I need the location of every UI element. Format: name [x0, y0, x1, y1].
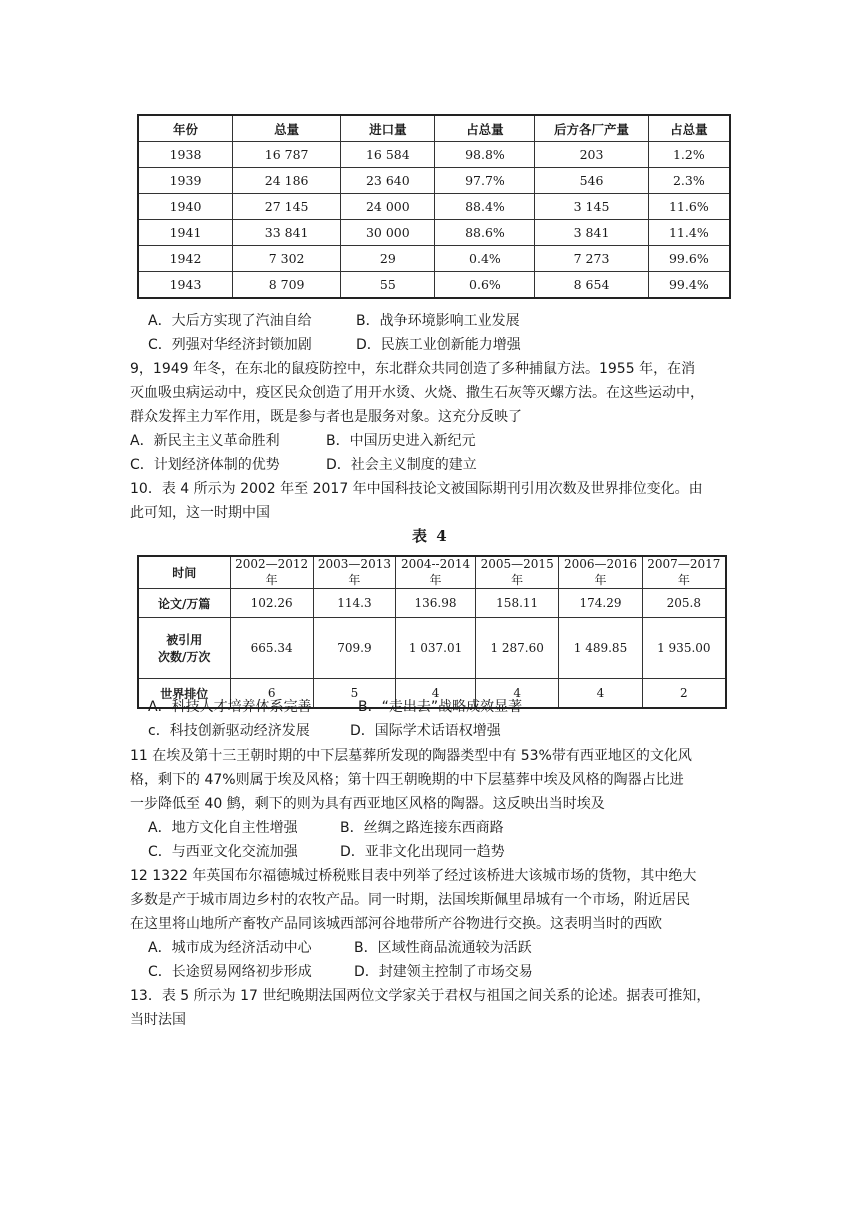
table-cell: 174.29 [559, 589, 642, 618]
q10-option-d[interactable]: D．国际学术话语权增强 [350, 723, 501, 739]
table-row [138, 220, 730, 246]
row-label: 世界排位 [138, 679, 230, 709]
table-cell: 2.3% [648, 168, 730, 194]
header-cell: 2005—2015 年 [476, 556, 559, 589]
table-cell: 55 [341, 272, 435, 299]
header-cell: 后方各厂产量 [535, 115, 648, 142]
q11-option-d[interactable]: D．亚非文化出现同一趋势 [340, 844, 505, 860]
header-cell: 进口量 [341, 115, 435, 142]
header-cell: 总量 [233, 115, 341, 142]
row-label: 论文/万篇 [138, 589, 230, 618]
table-cell: 8 709 [233, 272, 341, 299]
table-cell: 99.6% [648, 246, 730, 272]
table-cell: 30 000 [341, 220, 435, 246]
header-cell: 2004--2014 年 [396, 556, 476, 589]
header-cell: 2007—2017 年 [642, 556, 726, 589]
q13-stem-line: 当时法国 [130, 1012, 186, 1028]
table-cell: 203 [535, 142, 648, 168]
header-cell: 2003—2013 年 [313, 556, 395, 589]
q12-stem-line: 在这里将山地所产畜牧产品同该城西部河谷地带所产谷物进行交换。这表明当时的西欧 [130, 916, 662, 932]
table-row [138, 589, 726, 618]
table-cell: 23 640 [341, 168, 435, 194]
table-row [138, 246, 730, 272]
q9-option-a[interactable]: A．新民主主义革命胜利 [130, 433, 280, 449]
q9-stem-line: 灭血吸虫病运动中，疫区民众创造了用开水烫、火烧、撒生石灰等灭螺方法。在这些运动中， [130, 385, 704, 401]
q12-option-c[interactable]: C．长途贸易网络初步形成 [148, 964, 312, 980]
row-label [138, 618, 230, 679]
q12-option-a[interactable]: A．城市成为经济活动中心 [148, 940, 312, 956]
q10-option-c[interactable]: c．科技创新驱动经济发展 [148, 723, 310, 739]
table-row [138, 168, 730, 194]
table-cell: 114.3 [313, 589, 395, 618]
table-cell: 99.4% [648, 272, 730, 299]
table-cell: 1942 [138, 246, 233, 272]
table-cell: 27 145 [233, 194, 341, 220]
table-cell: 709.9 [313, 618, 395, 679]
table-cell: 1939 [138, 168, 233, 194]
table-cell: 205.8 [642, 589, 726, 618]
q12-option-b[interactable]: B．区域性商品流通较为活跃 [354, 940, 532, 956]
table-cell: 97.7% [435, 168, 535, 194]
q12-stem-line: 12 1322 年英国布尔福德城过桥税账目表中列举了经过该桥进大该城市场的货物，其中绝大 [130, 868, 697, 884]
q10-option-b[interactable]: B．“走出去”战略成效显著 [358, 699, 523, 715]
q11-option-c[interactable]: C．与西亚文化交流加强 [148, 844, 298, 860]
table-cell: 16 584 [341, 142, 435, 168]
table-cell: 7 302 [233, 246, 341, 272]
q8-option-b[interactable]: B．战争环境影响工业发展 [356, 313, 520, 329]
q8-option-c[interactable]: C．列强对华经济封锁加剧 [148, 337, 312, 353]
table-cell: 4 [559, 679, 642, 709]
table-row [138, 618, 726, 679]
table-cell: 33 841 [233, 220, 341, 246]
header-cell: 2002—2012 年 [230, 556, 313, 589]
table-header-row [138, 115, 730, 142]
table-row [138, 272, 730, 299]
table-row [138, 194, 730, 220]
header-cell: 2006—2016 年 [559, 556, 642, 589]
q10-stem-line: 10．表 4 所示为 2002 年至 2017 年中国科技论文被国际期刊引用次数及世界排位变化。由 [130, 481, 703, 497]
table-cell: 4 [476, 679, 559, 709]
header-cell: 年份 [138, 115, 233, 142]
table-cell: 88.4% [435, 194, 535, 220]
q10-stem-line: 此可知，这一时期中国 [130, 505, 270, 521]
table-cell: 6 [230, 679, 313, 709]
q9-stem-line: 群众发挥主力军作用，既是参与者也是服务对象。这充分反映了 [130, 409, 522, 425]
table-cell: 665.34 [230, 618, 313, 679]
table-cell: 4 [396, 679, 476, 709]
q11-option-b[interactable]: B．丝绸之路连接东西商路 [340, 820, 504, 836]
table-cell: 11.4% [648, 220, 730, 246]
q8-option-a[interactable]: A．大后方实现了汽油自给 [148, 313, 312, 329]
table-cell: 24 186 [233, 168, 341, 194]
q12-option-d[interactable]: D．封建领主控制了市场交易 [354, 964, 533, 980]
table-cell: 8 654 [535, 272, 648, 299]
row-label-line: 被引用 [166, 633, 203, 647]
table-cell: 7 273 [535, 246, 648, 272]
table-cell: 5 [313, 679, 395, 709]
table-cell: 24 000 [341, 194, 435, 220]
gasoline-table [137, 114, 731, 299]
table-cell: 102.26 [230, 589, 313, 618]
table-cell: 1 489.85 [559, 618, 642, 679]
table-header-row [138, 556, 726, 589]
table-cell: 1941 [138, 220, 233, 246]
q11-option-a[interactable]: A．地方文化自主性增强 [148, 820, 298, 836]
table-cell: 1 037.01 [396, 618, 476, 679]
row-label-line: 次数/万次 [158, 650, 211, 664]
q9-option-b[interactable]: B．中国历史进入新纪元 [326, 433, 476, 449]
q11-stem-line: 11 在埃及第十三王朝时期的中下层墓葬所发现的陶器类型中有 53%带有西亚地区的文化风 [130, 748, 692, 764]
table-cell: 1940 [138, 194, 233, 220]
q12-stem-line: 多数是产于城市周边乡村的农牧产品。同一时期，法国埃斯佩里昂城有一个市场，附近居民 [130, 892, 690, 908]
table-cell: 1943 [138, 272, 233, 299]
header-cell: 占总量 [435, 115, 535, 142]
q9-option-c[interactable]: C．计划经济体制的优势 [130, 457, 280, 473]
table-cell: 1938 [138, 142, 233, 168]
table-cell: 546 [535, 168, 648, 194]
table-cell: 136.98 [396, 589, 476, 618]
table-cell: 1 935.00 [642, 618, 726, 679]
table-cell: 1 287.60 [476, 618, 559, 679]
table-cell: 88.6% [435, 220, 535, 246]
q11-stem-line: 格，剩下的 47%则属于埃及风格；第十四王朝晚期的中下层墓葬中埃及风格的陶器占比进 [130, 772, 684, 788]
table-cell: 29 [341, 246, 435, 272]
table-row [138, 142, 730, 168]
table-cell: 2 [642, 679, 726, 709]
q9-stem-line: 9，1949 年冬，在东北的鼠疫防控中，东北群众共同创造了多种捕鼠方法。1955 年，在消 [130, 361, 696, 377]
q10-option-a[interactable]: A．科技人才培养体系完善 [148, 699, 312, 715]
q13-stem-line: 13．表 5 所示为 17 世纪晚期法国两位文学家关于君权与祖国之间关系的论述。据表可推知， [130, 988, 711, 1004]
q8-option-d[interactable]: D．民族工业创新能力增强 [356, 337, 521, 353]
citation-table [137, 555, 727, 709]
table-cell: 1.2% [648, 142, 730, 168]
table4-caption: 表 4 [412, 527, 449, 545]
table-cell: 158.11 [476, 589, 559, 618]
table-cell: 16 787 [233, 142, 341, 168]
table-cell: 3 841 [535, 220, 648, 246]
q9-option-d[interactable]: D．社会主义制度的建立 [326, 457, 477, 473]
table-cell: 3 145 [535, 194, 648, 220]
q11-stem-line: 一步降低至 40 鹪，剩下的则为具有西亚地区风格的陶器。这反映出当时埃及 [130, 796, 605, 812]
table-cell: 0.6% [435, 272, 535, 299]
header-cell: 时间 [138, 556, 230, 589]
table-cell: 98.8% [435, 142, 535, 168]
header-cell: 占总量 [648, 115, 730, 142]
table-cell: 0.4% [435, 246, 535, 272]
table-cell: 11.6% [648, 194, 730, 220]
